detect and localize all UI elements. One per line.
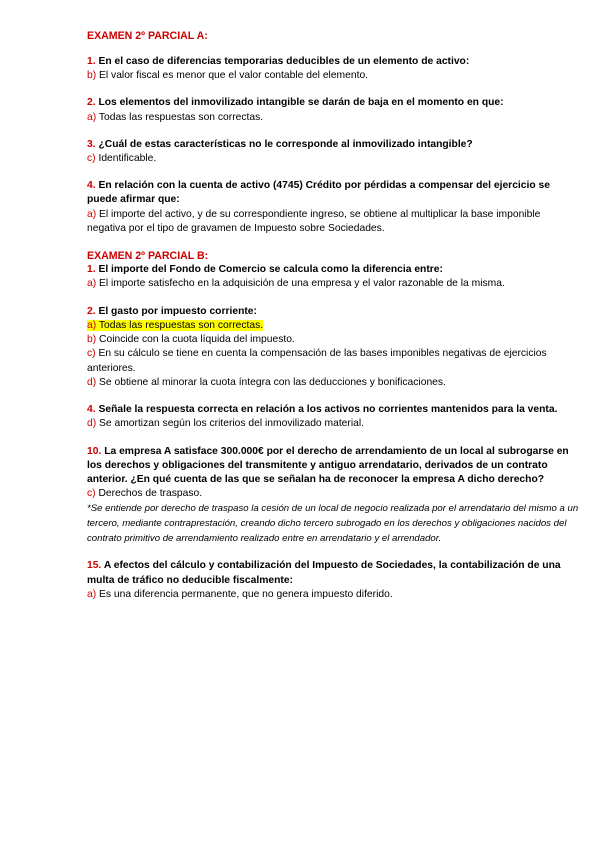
answer-text: Derechos de traspaso.: [98, 488, 203, 500]
answer-text: Identificable.: [98, 153, 157, 165]
answer: [87, 69, 580, 83]
answer: [87, 376, 580, 390]
answer-letter: a): [87, 319, 97, 331]
answer-letter: d): [87, 376, 97, 388]
question-number: 4.: [87, 180, 96, 192]
question-text: El gasto por impuesto corriente:: [98, 305, 257, 317]
question-text: En relación con la cuenta de activo (4745) Crédito por pérdidas a compensar del ejercicio se puede afirmar que:: [87, 180, 550, 206]
answer-text: Es una diferencia permanente, que no genera impuesto diferido.: [99, 588, 393, 600]
exam-b-question-4: [87, 403, 580, 431]
exam-a-question-3: [87, 138, 580, 166]
answer: [87, 487, 580, 501]
answer-letter: a): [87, 588, 97, 600]
question-number: 10.: [87, 445, 102, 457]
question-text: El importe del Fondo de Comercio se calcula como la diferencia entre:: [98, 264, 443, 276]
answer-text: El importe del activo, y de su correspondiente ingreso, se obtiene al multiplicar la base imponible negativa por el tipo de gravamen de Impuesto sobre Sociedades.: [87, 208, 541, 234]
question-number: 1.: [87, 56, 96, 67]
exam-b-question-2: [87, 305, 580, 390]
answer-letter: c): [87, 153, 96, 165]
answer-highlighted: [87, 319, 580, 333]
highlight-mark: [87, 320, 263, 331]
answer-letter: a): [87, 111, 97, 123]
answer-letter: a): [87, 278, 97, 290]
answer-letter: a): [87, 208, 97, 220]
question-number: 15.: [87, 560, 102, 572]
question-text: La empresa A satisface 300.000€ por el derecho de arrendamiento de un local al subrogarse en los derechos y obligaciones del transmitente y antiguo arrendatario, derivados de un contrato anterior. ¿En qué cuenta de las que se señalan ha de reconocer la empresa A dicho derecho?: [87, 445, 569, 485]
question-number: 2.: [87, 305, 96, 317]
answer: [87, 417, 580, 431]
answer-letter: c): [87, 348, 96, 360]
answer: [87, 347, 580, 376]
question-number: 1.: [87, 264, 96, 276]
answer-letter: b): [87, 70, 97, 82]
question-number: 4.: [87, 404, 96, 416]
answer-text: En su cálculo se tiene en cuenta la compensación de las bases imponibles negativas de ejercicios anteriores.: [87, 348, 547, 374]
question-text: Señale la respuesta correcta en relación a los activos no corrientes mantenidos para la venta.: [98, 404, 558, 416]
explanatory-note: *Se entiende por derecho de traspaso la cesión de un local de negocio realizada por el arrendatario del mismo a un tercero, mediante contraprestación, creando dicho tercero subrogado en los derechos y obligaciones nacidos del contrato primitivo de arrendamiento realizado entre en arrendatario y el arrendador.: [87, 503, 579, 545]
answer-text: Todas las respuestas son correctas.: [98, 319, 264, 331]
answer: [87, 111, 580, 125]
answer-text: Se amortizan según los criterios del inmovilizado material.: [99, 418, 365, 430]
question-number: 2.: [87, 97, 96, 109]
question-text: Los elementos del inmovilizado intangible se darán de baja en el momento en que:: [98, 97, 504, 109]
answer: [87, 333, 580, 347]
answer: [87, 277, 580, 291]
question-text: A efectos del cálculo y contabilización del Impuesto de Sociedades, la contabilización de una multa de tráfico no deducible fiscalmente:: [87, 560, 561, 586]
exam-a-question-4: [87, 179, 580, 236]
answer-text: Se obtiene al minorar la cuota íntegra con las deducciones y bonificaciones.: [99, 376, 446, 388]
exam-b-section: [87, 249, 580, 602]
answer-letter: d): [87, 418, 97, 430]
answer-text: Todas las respuestas son correctas.: [98, 111, 264, 123]
exam-a-title: EXAMEN 2º PARCIAL A:: [87, 30, 208, 42]
answer: [87, 588, 580, 602]
answer-text: El importe satisfecho en la adquisición de una empresa y el valor razonable de la misma.: [99, 278, 505, 290]
answer-text: El valor fiscal es menor que el valor contable del elemento.: [99, 70, 369, 82]
exam-b-question-1: [87, 263, 580, 292]
exam-b-question-15: [87, 559, 580, 602]
exam-a-question-2: [87, 96, 580, 124]
answer-letter: c): [87, 488, 96, 500]
exam-b-question-10: [87, 445, 580, 547]
answer: [87, 208, 580, 237]
answer-letter: b): [87, 334, 97, 346]
answer-text: Coincide con la cuota líquida del impuesto.: [99, 334, 295, 346]
exam-a-question-1: [87, 55, 580, 83]
question-number: 3.: [87, 138, 96, 150]
exam-b-title: EXAMEN 2º PARCIAL B:: [87, 250, 209, 263]
question-text: En el caso de diferencias temporarias deducibles de un elemento de activo:: [98, 56, 470, 67]
answer: [87, 152, 580, 166]
question-text: ¿Cuál de estas características no le corresponde al inmovilizado intangible?: [98, 138, 473, 150]
exam-a-section: [87, 29, 580, 236]
